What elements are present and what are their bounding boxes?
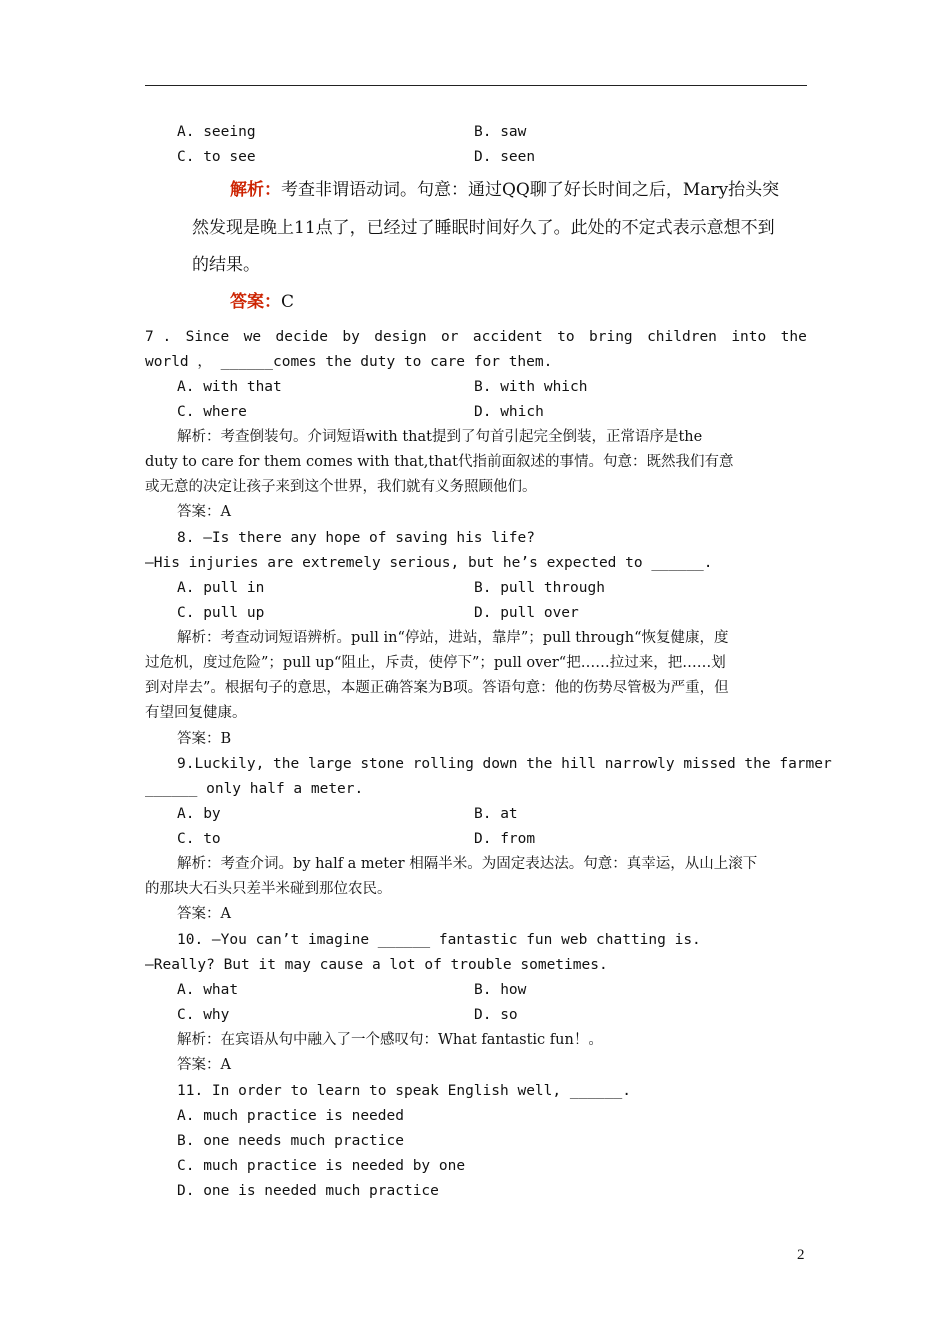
q6-options-row-1 (177, 120, 807, 145)
q9-option-a: A. by (177, 806, 221, 822)
q7-stem-word: into (731, 329, 767, 345)
q7-stem-word: Since (185, 329, 230, 345)
q6-option-c: C. to see (177, 149, 256, 165)
q6-analysis-line-1 (230, 172, 852, 208)
q11-option-c: C. much practice is needed by one (177, 1158, 466, 1174)
q8-options-row-1 (177, 576, 807, 601)
q8-analysis-line-4: 有望回复健康。 (145, 705, 247, 721)
q10-option-a: A. what (177, 982, 239, 998)
q7-stem-word: by (342, 329, 360, 345)
q7-stem-word: the (780, 329, 807, 345)
q8-option-c: C. pull up (177, 605, 265, 621)
q6-answer-value: C (281, 292, 295, 312)
q8-option-d: D. pull over (474, 605, 579, 621)
q7-stem-line-1 (145, 325, 807, 350)
q7-analysis-line-2: duty to care for them comes with that,that代指前面叙述的事情。句意：既然我们有意 (145, 454, 734, 470)
q7-stem-word: to (557, 329, 575, 345)
q6-option-a: A. seeing (177, 124, 256, 140)
q7-stem-word: or (441, 329, 459, 345)
q6-analysis-line-2: 然发现是晚上11点了，已经过了睡眠时间好久了。此处的不定式表示意想不到 (192, 218, 775, 238)
q7-stem-word: bring (589, 329, 633, 345)
q7-stem-word: accident (472, 329, 543, 345)
q10-stem-line-2: —Really? But it may cause a lot of trouble sometimes. (145, 957, 608, 973)
q7-analysis-line-3: 或无意的决定让孩子来到这个世界，我们就有义务照顾他们。 (145, 479, 537, 495)
q9-option-d: D. from (474, 831, 536, 847)
q9-stem-line-2: ______ only half a meter. (145, 781, 364, 797)
q9-options-row-1 (177, 802, 807, 827)
q10-stem-line-1: 10. —You can’t imagine ______ fantastic fun web chatting is. (177, 932, 701, 948)
q6-analysis-text-1: 考查非谓语动词。句意：通过QQ聊了好长时间之后，Mary抬头突 (281, 180, 780, 200)
q11-stem: 11. In order to learn to speak English well, ______. (177, 1083, 631, 1099)
page-number: 2 (797, 1247, 805, 1263)
q8-stem-line-2: —His injuries are extremely serious, but he’s expected to ______. (145, 555, 713, 571)
q6-answer-label: 答案： (230, 292, 281, 312)
q10-option-d: D. so (474, 1007, 518, 1023)
q10-answer: 答案：A (177, 1057, 231, 1073)
q7-stem-line-2: world ， ______comes the duty to care for them. (145, 354, 553, 370)
q7-stem-word: 7 . (145, 329, 172, 345)
q7-options-row-1 (177, 375, 807, 400)
q7-option-c: C. where (177, 404, 247, 420)
q9-answer: 答案：A (177, 906, 231, 922)
q6-option-b: B. saw (474, 124, 527, 140)
q8-option-b: B. pull through (474, 580, 605, 596)
q10-options-row-2 (177, 1003, 807, 1028)
q6-answer-line (230, 284, 852, 320)
q6-options-row-2 (177, 145, 807, 170)
q9-analysis-line-1: 解析：考查介词。by half a meter 相隔半米。为固定表达法。句意：真幸运，从山上滚下 (177, 856, 758, 872)
q8-analysis-line-3: 到对岸去”。根据句子的意思，本题正确答案为B项。答语句意：他的伤势尽管极为严重，但 (145, 680, 729, 696)
q11-option-b: B. one needs much practice (177, 1133, 404, 1149)
q7-answer: 答案：A (177, 504, 231, 520)
q8-stem-line-1: 8. —Is there any hope of saving his life? (177, 530, 535, 546)
q9-options-row-2 (177, 827, 807, 852)
q10-analysis-line-1: 解析：在宾语从句中融入了一个感叹句：What fantastic fun！。 (177, 1032, 603, 1048)
q7-option-d: D. which (474, 404, 544, 420)
q7-stem-word: we (243, 329, 262, 345)
q7-stem-word: decide (275, 329, 328, 345)
q10-options-row-1 (177, 978, 807, 1003)
header-rule (145, 85, 807, 86)
q8-option-a: A. pull in (177, 580, 265, 596)
q6-option-d: D. seen (474, 149, 536, 165)
q6-analysis-line-3: 的结果。 (192, 255, 260, 275)
q7-option-b: B. with which (474, 379, 588, 395)
q9-stem-line-1: 9.Luckily, the large stone rolling down the hill narrowly missed the farmer (177, 756, 832, 772)
q7-stem-word: children (647, 329, 717, 345)
q7-stem-word: design (374, 329, 427, 345)
q10-option-b: B. how (474, 982, 527, 998)
q7-option-a: A. with that (177, 379, 282, 395)
q7-analysis-line-1: 解析：考查倒装句。介词短语with that提到了句首引起完全倒装，正常语序是the (177, 429, 703, 445)
q8-options-row-2 (177, 601, 807, 626)
q9-option-b: B. at (474, 806, 518, 822)
q8-analysis-line-2: 过危机，度过危险”；pull up“阻止，斥责，使停下”；pull over“把……拉过来，把……划 (145, 655, 726, 671)
q9-option-c: C. to (177, 831, 221, 847)
q11-option-a: A. much practice is needed (177, 1108, 404, 1124)
q7-options-row-2 (177, 400, 807, 425)
q11-option-d: D. one is needed much practice (177, 1183, 439, 1199)
q10-option-c: C. why (177, 1007, 230, 1023)
q8-answer: 答案：B (177, 731, 232, 747)
q9-analysis-line-2: 的那块大石头只差半米碰到那位农民。 (145, 881, 392, 897)
q8-analysis-line-1: 解析：考查动词短语辨析。pull in“停站，进站，靠岸”；pull through“恢复健康，度 (177, 630, 729, 646)
q6-analysis-label: 解析： (230, 180, 281, 200)
